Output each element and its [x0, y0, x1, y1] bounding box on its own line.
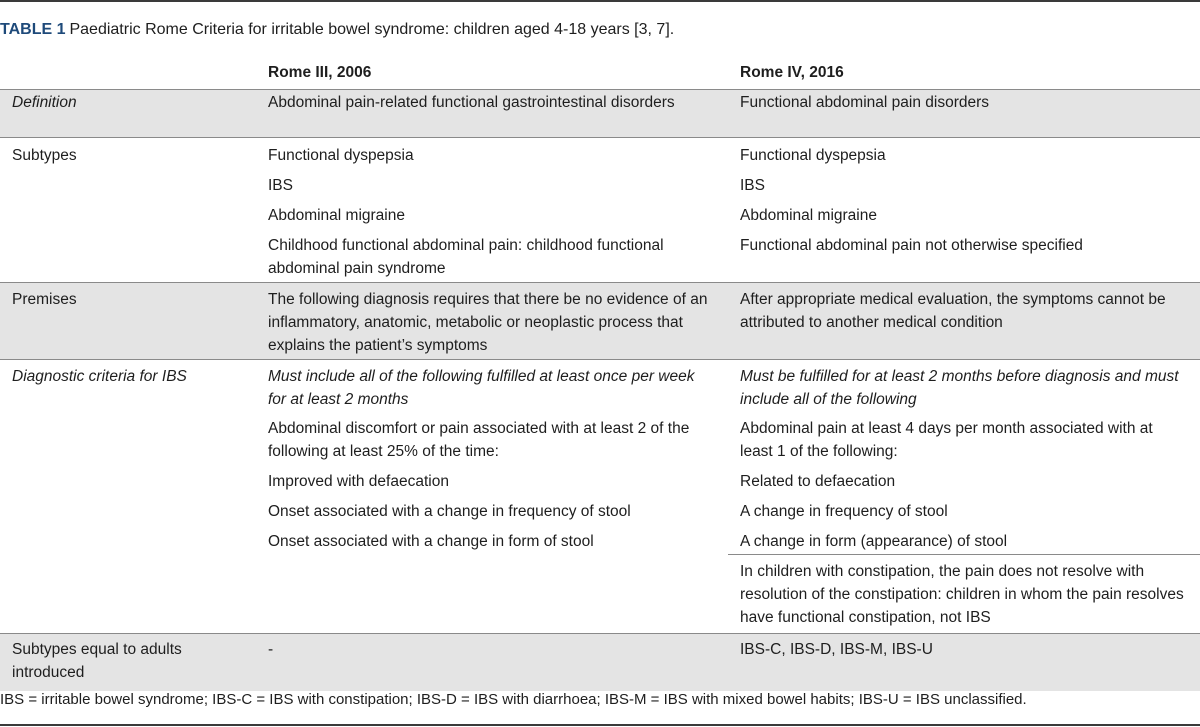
cell-rome4: Functional abdominal pain disorders [728, 90, 1200, 138]
row-diagnostic [0, 415, 1200, 470]
cell-rome4: Must be fulfilled for at least 2 months before diagnosis and must include all of the following [728, 360, 1200, 416]
table-footnote: IBS = irritable bowel syndrome; IBS-C = IBS with constipation; IBS-D = IBS with diarrhoea; IBS-M = IBS with mixed bowel habits; IBS-U = IBS unclassified. [0, 691, 1027, 708]
cell-rome4: A change in form (appearance) of stool [728, 530, 1200, 554]
header-empty [0, 56, 256, 90]
cell-rome4: Abdominal pain at least 4 days per month associated with at least 1 of the following: [728, 415, 1200, 470]
cell-rome4: A change in frequency of stool [728, 500, 1200, 530]
cell-rome3: - [256, 634, 728, 692]
bottom-rule [0, 724, 1200, 726]
cell-rome4: In children with constipation, the pain does not resolve with resolution of the constipation: children in whom the pain resolves have functional constipation, not IBS [728, 554, 1200, 634]
header-rome3: Rome III, 2006 [256, 56, 728, 90]
row-subtypes [0, 138, 1200, 175]
cell-rome3 [256, 554, 728, 634]
cell-rome3: Abdominal migraine [256, 204, 728, 234]
cell-rome4: Abdominal migraine [728, 204, 1200, 234]
top-rule [0, 0, 1200, 2]
cell-rome3: Onset associated with a change in frequency of stool [256, 500, 728, 530]
cell-rome3: Childhood functional abdominal pain: childhood functional abdominal pain syndrome [256, 234, 728, 283]
cell-rome4: Functional dyspepsia [728, 138, 1200, 175]
row-adult-subtypes [0, 634, 1200, 692]
row-definition [0, 90, 1200, 138]
cell-rome4: Functional abdominal pain not otherwise specified [728, 234, 1200, 283]
row-subtypes [0, 204, 1200, 234]
row-label: Subtypes [0, 138, 256, 175]
row-label: Definition [0, 90, 256, 138]
header-row [0, 56, 1200, 90]
row-label: Premises [0, 283, 256, 360]
cell-rome3: The following diagnosis requires that there be no evidence of an inflammatory, anatomic, metabolic or neoplastic process that explains the patient’s symptoms [256, 283, 728, 360]
cell-rome3: Must include all of the following fulfilled at least once per week for at least 2 months [256, 360, 728, 416]
row-label: Diagnostic criteria for IBS [0, 360, 256, 416]
cell-rome3: Abdominal discomfort or pain associated with at least 2 of the following at least 25% of the time: [256, 415, 728, 470]
header-rome4: Rome IV, 2016 [728, 56, 1200, 90]
row-diagnostic [0, 554, 1200, 634]
cell-rome3: Functional dyspepsia [256, 138, 728, 175]
cell-rome4: After appropriate medical evaluation, the symptoms cannot be attributed to another medical condition [728, 283, 1200, 360]
cell-rome4: IBS [728, 174, 1200, 204]
table-label: TABLE 1 [0, 21, 66, 38]
row-diagnostic [0, 360, 1200, 416]
cell-rome3: IBS [256, 174, 728, 204]
cell-rome3: Abdominal pain-related functional gastrointestinal disorders [256, 90, 728, 138]
table-caption [0, 20, 674, 40]
row-subtypes [0, 234, 1200, 283]
cell-rome3: Onset associated with a change in form of stool [256, 530, 728, 554]
row-diagnostic [0, 470, 1200, 500]
row-diagnostic [0, 530, 1200, 554]
row-label: Subtypes equal to adults introduced [0, 634, 256, 692]
cell-rome3: Improved with defaecation [256, 470, 728, 500]
cell-rome4: IBS-C, IBS-D, IBS-M, IBS-U [728, 634, 1200, 692]
row-premises [0, 283, 1200, 360]
row-diagnostic [0, 500, 1200, 530]
cell-rome4: Related to defaecation [728, 470, 1200, 500]
criteria-table [0, 56, 1200, 691]
row-subtypes [0, 174, 1200, 204]
table-title: Paediatric Rome Criteria for irritable bowel syndrome: children aged 4-18 years [3, 7]. [69, 21, 675, 38]
